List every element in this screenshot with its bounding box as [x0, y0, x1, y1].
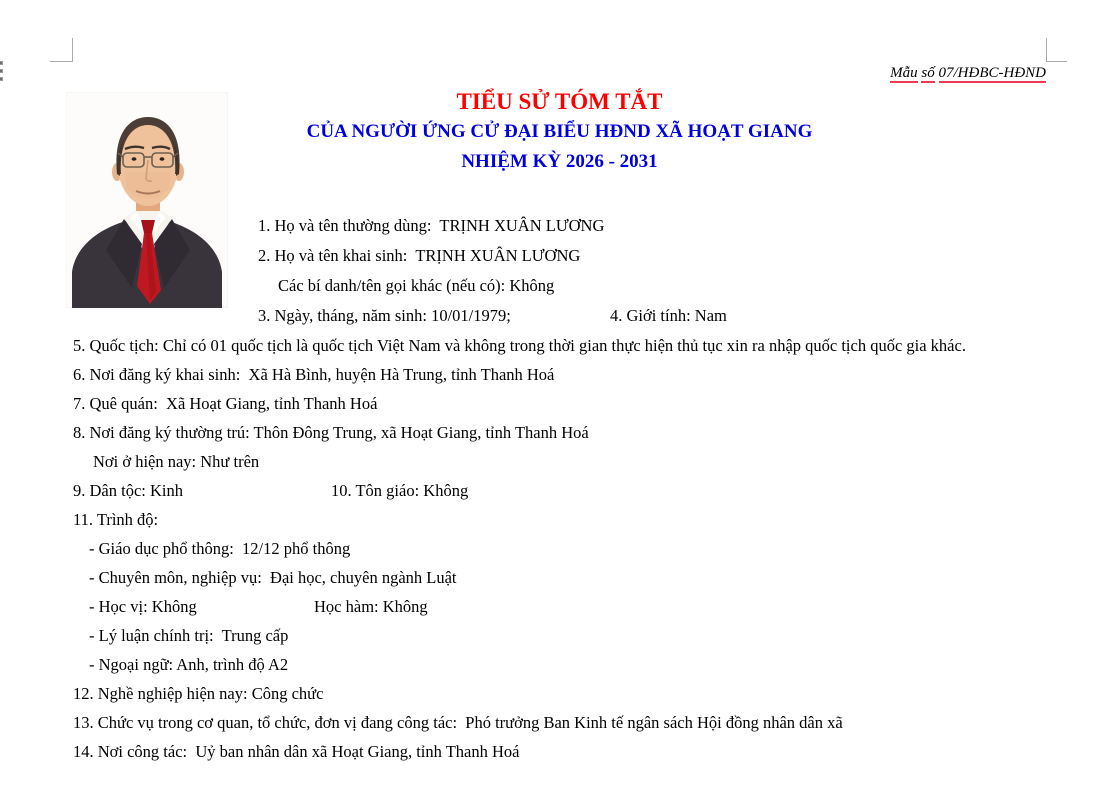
- field-professional: - Chuyên môn, nghiệp vụ: Đại học, chuyên ngành Luật: [89, 568, 457, 587]
- field-position: 13. Chức vụ trong cơ quan, tổ chức, đơn vị đang công tác: Phó trưởng Ban Kinh tế ngân sách Hội đồng nhân dân xã: [73, 713, 843, 732]
- margin-crop-mark-top-right: [1046, 38, 1067, 62]
- field-degree-title: [73, 592, 1046, 621]
- margin-crop-mark-top-left: [50, 38, 73, 62]
- field-religion: 10. Tôn giáo: Không: [331, 481, 469, 500]
- field-general-education: - Giáo dục phổ thông: 12/12 phổ thông: [89, 539, 351, 558]
- field-ethnicity: 9. Dân tộc: Kinh: [73, 481, 183, 500]
- field-alias: Các bí danh/tên gọi khác (nếu có): Không: [278, 276, 555, 295]
- dot-icon: [0, 61, 3, 65]
- page-title: TIỂU SỬ TÓM TẮT: [456, 89, 663, 114]
- field-degree: - Học vị: Không: [89, 597, 197, 616]
- field-hometown: 7. Quê quán: Xã Hoạt Giang, tỉnh Thanh Hoá: [73, 394, 378, 413]
- field-dob-gender: [258, 301, 1046, 331]
- intro-fields: [258, 211, 1046, 331]
- form-number-word3: 07/HĐBC-HĐND: [938, 65, 1046, 81]
- form-number: [73, 62, 1046, 84]
- field-political-theory: - Lý luận chính trị: Trung cấp: [89, 626, 289, 645]
- left-edge-dots[interactable]: [0, 61, 4, 85]
- field-gender: 4. Giới tính: Nam: [610, 306, 727, 325]
- field-current-residence: Nơi ở hiện nay: Như trên: [93, 452, 260, 471]
- form-number-word1: Mẫu: [890, 65, 918, 81]
- field-education-header: 11. Trình độ:: [73, 510, 159, 529]
- field-nationality: 5. Quốc tịch: Chỉ có 01 quốc tịch là quốc tịch Việt Nam và không trong thời gian thực hiện thủ tục xin ra nhập quốc tịch quốc gia khác.: [73, 336, 966, 355]
- field-dob: 3. Ngày, tháng, năm sinh: 10/01/1979;: [258, 306, 511, 325]
- page-subtitle: CỦA NGƯỜI ỨNG CỬ ĐẠI BIỂU HĐND XÃ HOẠT GIANG: [306, 121, 813, 142]
- portrait-image: [66, 92, 228, 308]
- form-number-word2: số: [921, 65, 935, 81]
- field-workplace: 14. Nơi công tác: Uỷ ban nhân dân xã Hoạt Giang, tỉnh Thanh Hoá: [73, 742, 520, 761]
- main-fields: [73, 331, 1046, 766]
- page-content: [73, 62, 1046, 766]
- field-occupation: 12. Nghề nghiệp hiện nay: Công chức: [73, 684, 324, 703]
- field-birth-name: 2. Họ và tên khai sinh: TRỊNH XUÂN LƯƠNG: [258, 246, 581, 265]
- field-foreign-language: - Ngoại ngữ: Anh, trình độ A2: [89, 655, 289, 674]
- field-permanent-residence: 8. Nơi đăng ký thường trú: Thôn Đông Trung, xã Hoạt Giang, tỉnh Thanh Hoá: [73, 423, 589, 442]
- field-birth-registration: 6. Nơi đăng ký khai sinh: Xã Hà Bình, huyện Hà Trung, tỉnh Thanh Hoá: [73, 365, 555, 384]
- field-full-name: 1. Họ và tên thường dùng: TRỊNH XUÂN LƯƠNG: [258, 216, 605, 235]
- field-ethnicity-religion: [73, 476, 1046, 505]
- term-line: NHIỆM KỲ 2026 - 2031: [461, 151, 658, 172]
- field-academic-title: Học hàm: Không: [314, 597, 428, 616]
- dot-icon: [0, 69, 3, 73]
- candidate-photo: [66, 92, 228, 308]
- dot-icon: [0, 77, 3, 81]
